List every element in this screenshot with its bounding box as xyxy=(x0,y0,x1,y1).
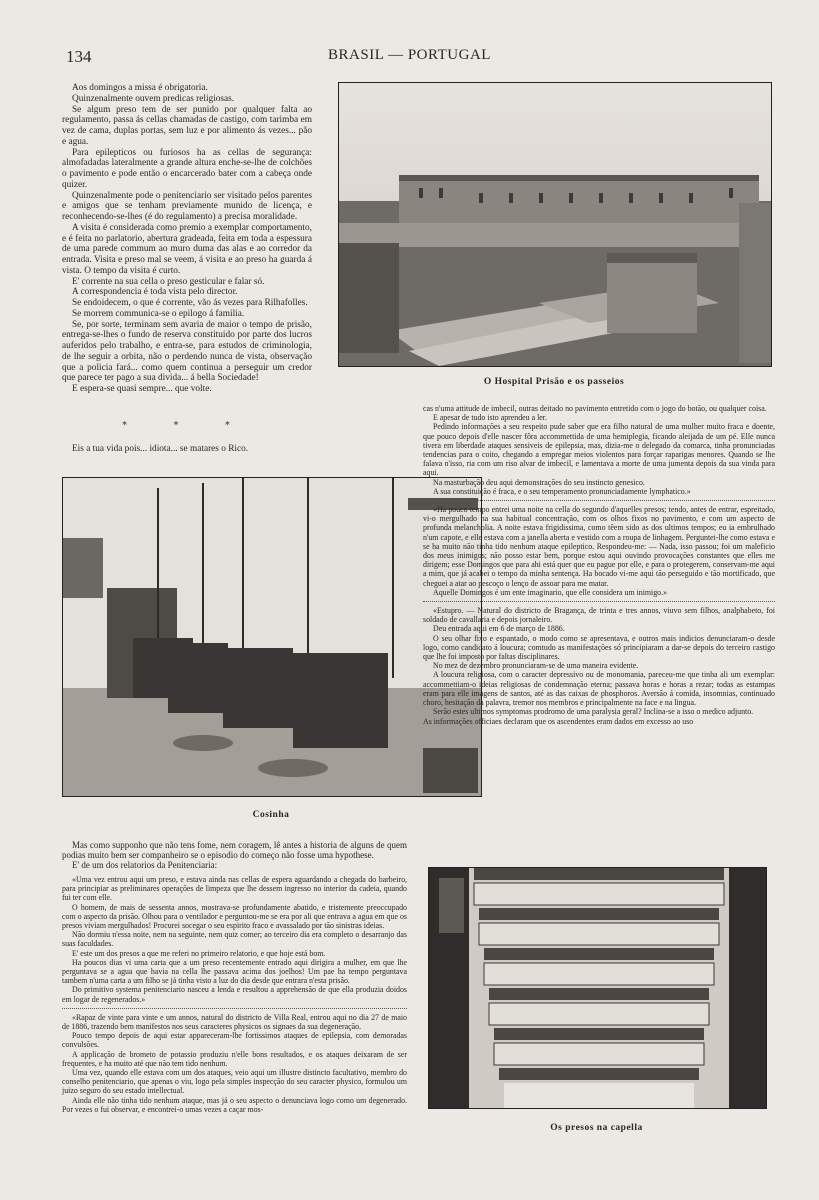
dotted-divider xyxy=(423,601,775,602)
paragraph: Quinzenalmente pode o penitenciario ser visitado pelos parentes e amigos que se tenham previamente munido de licença, e reconhecendo-se-lhes (é do regulamento) a precisa moralidade. xyxy=(62,190,312,222)
dotted-divider xyxy=(62,1008,407,1009)
paragraph: Aos domingos a missa é obrigatoria. xyxy=(72,83,208,93)
quote-paragraph: Serão estes ultimos symptomas prodromo de uma paralysia geral? Inclina-se a isso o medico adjunto. xyxy=(433,707,754,717)
paragraph: E espera-se quasi sempre... que volte. xyxy=(72,384,212,394)
hospital-caption: O Hospital Prisão e os passeios xyxy=(483,377,625,387)
quote-paragraph: «Ha pouco tempo entrei uma noite na cella do segundo d'aquelles presos; tendo, antes de entrar, espreitado, vi-o mergulhado na sua habitual concentração, com os olhos fixos no pavimento, e com um aspecto de profunda melancholia. A noite estava frigidissima, como têem sido as dos ultimos tempos; eu ia embrulhado n'um capote, e elle estava com a janella aberta e vestido com a roupa de linhagem. Perguntei-lhe como estava e se ha muito não tinha tido nenhum ataque epileptico. Respondeu-me: — Nada, isso passou; foi um maleficio dos meus inimigos; não posso estar bem, porque estou aqui ouvindo provocações constantes que elles me dirigem; esse Domingos que para ahi está quer que eu pague por elle, e para o protegerem, conservam-me aqui a mim, que já acabei o tempo da minha sentença. Ha bocado vi-me aqui tão perseguido e tão mortificado, que cheguei a atar ao pescoço o lenço de assoar para me matar. xyxy=(423,505,775,588)
section-stars: * * * xyxy=(122,421,252,431)
paragraph: E' corrente na sua cella o preso gesticular e falar só. xyxy=(72,276,265,287)
quote-paragraph: A applicação de brometo de potassio produziu n'elle bons resultados, e os ataques deixaram de ser frequentes, e ha muito até que não tem tido nenhum. xyxy=(62,1049,407,1068)
paragraph: Para epilepticos ou furiosos ha as cellas de segurança: almofadadas lateralmente a grande altura enche-se-lhe de colchões o pavimento e pode então o encarcerado bater com a cabeça onde quizer. xyxy=(62,147,312,190)
quote-paragraph: «Rapaz de vinte para vinte e um annos, natural do districto de Villa Real, entrou aqui no dia 27 de maio de 1886, trazendo bem manifestos nos seus caracteres physicos os signaes da sua degeneração. xyxy=(62,1012,407,1032)
closing-text: Eis a tua vida pois... idiota... se matares o Rico. xyxy=(72,444,249,454)
paragraph: Pedindo informações a seu respeito pude saber que era filho natural de uma mulher muito fraca e doente, que pouco depois d'elle nascer fôra accommettida de uma hemiplegia, ficando aleijada de um pé. Elle nunca tivera em liberdade ataques sensiveis de epilepsia, mas, dizia-me o delegado da comarca, tinha pronunciadas tendencias para o coito, chegando a empregar meios violentos para forçar raparigas menores. Quando se lhe falava n'isso, ria com um riso alvar de imbecil, e lamentava a morte de uma jumenta depois da sua vinda para aqui. xyxy=(423,422,775,478)
paragraph: A sua constituição é fraca, e o seu temperamento pronunciadamente lymphatico.» xyxy=(433,486,691,496)
chapel-photo xyxy=(428,867,767,1109)
hospital-prison-photo xyxy=(338,82,772,367)
paragraph-tail: As informações officiaes declaram que os ascendentes eram dados em excesso ao uso xyxy=(423,716,694,726)
paragraph: Se, por sorte, terminam sem avaria de maior o tempo de prisão, entrega-se-lhes o fundo de reserva constituido por parte dos lucros auferidos pelo trabalho, e entra-se, para estudos de criminologia, de lhe seguir a orbita, não o perdendo nunca de vista, observação que a policia fará... como quem continua a perseguir um credor que parece ter pago a sua divida... á bella Sociedade! xyxy=(62,319,312,384)
quote-paragraph: Deu entrada aqui em 6 de março de 1886. xyxy=(433,624,565,634)
quote-paragraph: Uma vez, quando elle estava com um dos ataques, veio aqui um illustre distincto facultativo, membro do conselho penitenciario, que apenas o viu, logo pela simples inspecção do seu caracter physico, formulou um juizo seguro do seu estado intellectual. xyxy=(62,1068,407,1096)
chapel-caption: Os presos na capella xyxy=(550,1123,643,1133)
left-top-column xyxy=(62,83,312,395)
quote-paragraph: Do primitivo systema penitenciario nasceu a lenda e resultou a apprehensão de que ella produzia doidos em logar de regenerados.» xyxy=(62,985,407,1004)
left-bottom-column xyxy=(62,840,407,1114)
quote-paragraph: Ha poucos dias vi uma carta que a um preso recentemente entrado aqui dirigira a mulher, em que lhe perguntava se a agua que havia na cella lhe passava acima dos joelhos! Um pae ha tempo perguntava tambem n'uma carta a um filho se já tinha visto a luz do dia desde que entrara n'esta prisão. xyxy=(62,957,407,986)
kitchen-photo xyxy=(62,477,482,797)
paragraph: Se algum preso tem de ser punido por qualquer falta ao regulamento, passa ás cellas chamadas de castigo, com tarimba em vez de cama, duplas portas, sem luz e por alimento ás vezes... pão e agua. xyxy=(62,104,312,147)
quote-paragraph: Ainda elle não tinha tido nenhum ataque, mas já o seu aspecto o denunciava logo como um degenerado. Por vezes o fui observar, e encontrei-o umas vezes a caçar mos- xyxy=(62,1095,407,1114)
page-header-title: BRASIL — PORTUGAL xyxy=(328,47,491,63)
quote-paragraph: Pouco tempo depois de aqui estar appareceram-lhe fortissimos ataques de epilepsia, com demoradas convulsões. xyxy=(62,1031,407,1050)
dotted-divider xyxy=(423,500,775,501)
quote-paragraph: A loucura religiosa, com o caracter depressivo ou de monomania, pareceu-me que tinha ali um exemplar: accommettiam-o ideias religiosas de condemnação eterna; passava horas e horas a rezar; todas as estampas eram para elle imagens de santos, até as das caixas de phosphoros. Aversão á comida, insomnias, continuado choro, hesitação da palavra, tremor nos membros e principalmente na face e na lingua. xyxy=(423,670,775,708)
quote-paragraph: «Estupro. — Natural do districto de Bragança, de trinta e tres annos, viuvo sem filhos, analphabeto, foi soldado de cavallaria e depois jornaleiro. xyxy=(423,606,775,625)
right-middle-column xyxy=(423,404,775,726)
page-number: 134 xyxy=(66,47,92,66)
paragraph: Quinzenalmente ouvem predicas religiosas. xyxy=(72,93,235,104)
quote-paragraph: «Uma vez entrou aqui um preso, e estava ainda nas cellas de espera aguardando a chegada do barbeiro, para principiar as preliminares operações de limpeza que lhe dessem ingresso no interior da cadeia, quando fui ter com elle. xyxy=(62,875,407,903)
quote-paragraph: O seu olhar fixo e espantado, o modo como se apresentava, e outros mais indicios denunciaram-o desde logo, como candidato á loucura; comtudo as manifestações só principiaram a dar-se depois do terceiro castigo que lhe foi imposto por faltas disciplinares. xyxy=(423,633,775,662)
paragraph: Mas como supponho que não tens fome, nem coragem, lê antes a historia de alguns de quem podias muito bem ser companheiro se o episodio do começo não fosse uma hypothese. xyxy=(62,840,407,860)
quote-paragraph: E' este um dos presos a que me referi no primeiro relatorio, e que hoje está bom. xyxy=(72,948,326,958)
quote-paragraph: Aquelle Domingos é um ente imaginario, que elle considera um inimigo.» xyxy=(433,587,668,597)
closing-line xyxy=(62,444,322,455)
paragraph: Na masturbação deu aqui demonstrações do seu instincto genesico. xyxy=(433,477,645,487)
paragraph: A correspondencia é toda vista pelo director. xyxy=(72,287,238,298)
quote-paragraph: Não dormiu n'essa noite, nem na seguinte, nem quiz comer; ao terceiro dia era completo o desarranjo das suas faculdades. xyxy=(62,930,407,949)
paragraph: Se morrem communica-se o epilogo á familia. xyxy=(72,308,245,319)
quote-paragraph: O homem, de mais de sessenta annos, mostrava-se profundamente abatido, e tristemente preoccupado com o aspecto da prisão. Olhou para o ventilador e perguntou-me se era por ali que entrava a agua em que os presos viviam mergulhados! Procurei socegar o seu espirito fraco e avassalado por tão sinistras ideias. xyxy=(62,902,407,931)
paragraph: A visita é considerada como premio a exemplar comportamento, e é feita no parlatorio, abertura gradeada, feita em toda a espessura de uma parede commum ao muro duma das alas e ao corredor da entrada. Visita e preso mal se veem, á visita e ao preso ha guarda á vista. O tempo da visita é curto. xyxy=(62,222,312,276)
kitchen-caption: Cosinha xyxy=(252,810,290,820)
paragraph: E' de um dos relatorios da Penitenciaria: xyxy=(72,860,218,870)
paragraph: E apesar de tudo isto aprendeu a ler. xyxy=(433,413,547,423)
quote-paragraph: No mez de dezembro pronunciaram-se de uma maneira evidente. xyxy=(433,661,639,671)
paragraph: cas n'uma attitude de imbecil, outras deitado no pavimento entretido com o jogo do botão, ou qualquer coisa. xyxy=(423,404,767,413)
paragraph: Se endoidecem, o que é corrente, vão ás vezes para Rilhafolles. xyxy=(72,298,308,308)
